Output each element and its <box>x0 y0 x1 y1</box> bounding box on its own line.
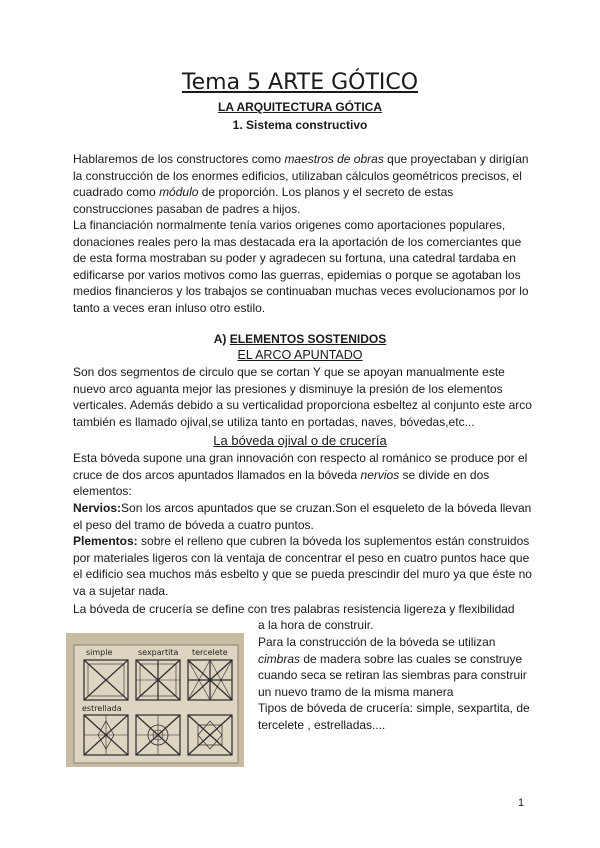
sketch-label-estrellada: estrellada <box>82 704 122 713</box>
vault-types-photo <box>66 633 244 767</box>
boveda-heading: La bóveda ojival o de crucería <box>213 433 387 448</box>
vault-sketch-image <box>66 633 244 767</box>
page-number: 1 <box>518 797 525 809</box>
section-subtitle: LA ARQUITECTURA GÓTICA <box>218 100 382 114</box>
section-heading-a: A) ELEMENTOS SOSTENIDOS <box>213 332 387 346</box>
intro-paragraph: Hablaremos de los constructores como maestros de obras que proyectaban y dirigían la construcción de los enormes edificios, utilizaban cálculos geométricos precisos, el cuadrado como módulo de proporción. Los planos y el secreto de estas construcciones pasaban de padres a hijos. <box>73 152 529 216</box>
boveda-paragraph: Esta bóveda supone una gran innovación con respecto al románico se produce por el cruce de dos arcos apuntados llamados en la bóveda nervios se divide en dos elementos: <box>73 451 528 498</box>
cimbras-paragraph: Para la construcción de la bóveda se utilizan cimbras de madera sobre las cuales se construye cuando seca se retiran las siembras para construir un nuevo tramo de la misma manera <box>258 635 527 699</box>
sketch-label-tercelete: tercelete <box>192 648 228 657</box>
sketch-label-sexpartita: sexpartita <box>138 648 179 657</box>
boveda-definition-line-2: a la hora de construir. <box>258 618 374 632</box>
arco-paragraph: Son dos segmentos de circulo que se cortan Y que se apoyan manualmente este nuevo arco aguanta mejor las presiones y disminuye la presión de los elementos verticales. Además debido a su verticalidad proporciona esbeltez al conjunto este arco también es llamado ojival,se utiliza tanto en portadas, naves, bóvedas,etc... <box>73 365 532 429</box>
financing-paragraph: La financiación normalmente tenía varios origenes como aportaciones populares, donaciones reales pero la mas destacada era la aportación de los comerciantes que de esta forma mostraban su poder y agradecen su fortuna, una catedral tardaba en edificarse por varios motivos como las guerras, epidemias o porque se agotaban los medios financieros y los trabajos se continuaban muchas veces evolucionamos por lo tanto a veces eran inluso otro estilo. <box>73 218 529 315</box>
section-heading-1: 1. Sistema constructivo <box>232 118 368 132</box>
nervios-paragraph: Nervios:Son los arcos apuntados que se cruzan.Son el esqueleto de la bóveda llevan el peso del tramo de bóveda a cuatro puntos. <box>73 501 532 532</box>
sketch-label-simple: simple <box>86 648 113 657</box>
boveda-definition-line: La bóveda de crucería se define con tres palabras resistencia ligereza y flexibilidad <box>73 602 515 616</box>
vault-types-paragraph: Tipos de bóveda de crucería: simple, sexpartita, de tercelete , estrelladas.... <box>258 701 530 732</box>
plementos-paragraph: Plementos: sobre el relleno que cubren la bóveda los suplementos están construidos por materiales ligeros con la ventaja de concentrar el peso en cuatro puntos hace que el edificio sea muchos más esbelto y que se pueda prescindir del muro ya que éste no va a sujetar nada. <box>73 534 532 598</box>
page-title: Tema 5 ARTE GÓTICO <box>181 70 419 95</box>
arco-heading: EL ARCO APUNTADO <box>237 348 363 362</box>
